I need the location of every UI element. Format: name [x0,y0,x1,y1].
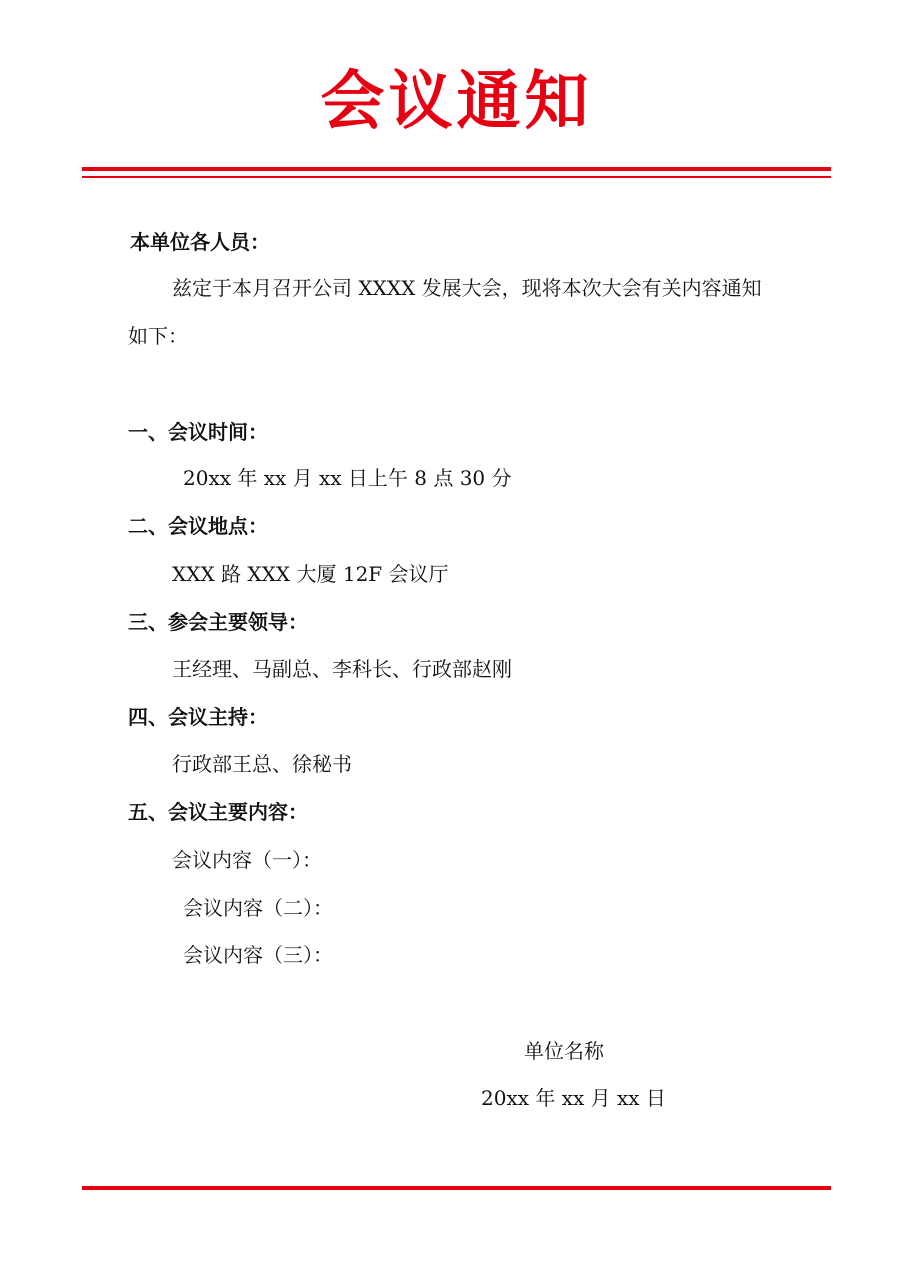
section-value-location: XXX 路 XXX 大厦 12F 会议厅 [172,562,449,586]
section-value-host: 行政部王总、徐秘书 [172,752,352,776]
section-value-time: 20xx 年 xx 月 xx 日上午 8 点 30 分 [183,466,512,490]
section-heading-location: 二、会议地点： [128,514,268,538]
content-item-1: 会议内容（一）： [172,848,322,872]
section-heading-content: 五、会议主要内容： [128,800,308,824]
content-item-3: 会议内容（三）： [183,943,333,967]
section-heading-time: 一、会议时间： [128,420,268,444]
intro-line-2: 如下： [128,324,188,348]
footer-rule [82,1186,831,1190]
intro-line-1: 兹定于本月召开公司 XXXX 发展大会，现将本次大会有关内容通知 [172,276,762,300]
section-heading-leaders: 三、参会主要领导： [128,610,308,634]
section-value-leaders: 王经理、马副总、李科长、行政部赵刚 [172,657,512,681]
content-item-2: 会议内容（二）： [183,896,333,920]
header-rule-thick [82,167,831,171]
section-heading-host: 四、会议主持： [128,705,268,729]
signature-unit: 单位名称 [524,1039,604,1063]
header-rule-thin [82,176,831,178]
signature-date: 20xx 年 xx 月 xx 日 [481,1086,666,1110]
salutation: 本单位各人员： [130,230,270,254]
document-title: 会议通知 [320,65,593,139]
